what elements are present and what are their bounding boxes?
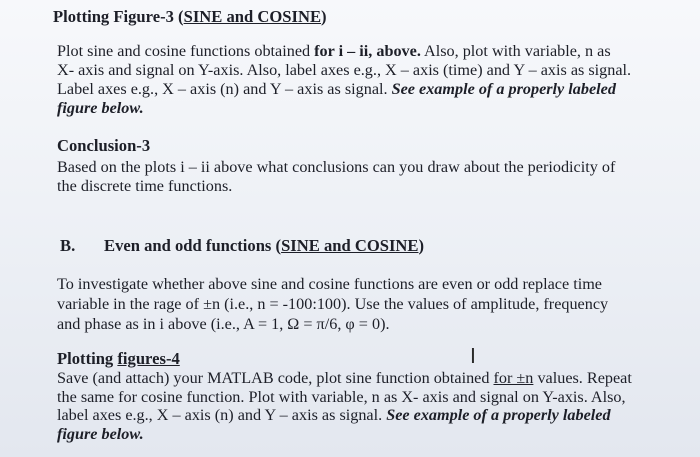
section-b-label: B. bbox=[60, 236, 76, 255]
conclusion-3-title: Conclusion-3 bbox=[57, 136, 151, 155]
section-3-line-4: figure below. bbox=[57, 99, 144, 117]
figures-4-line-1: Save (and attach) your MATLAB code, plot sine function obtained for ±n values. Repeat bbox=[57, 369, 632, 387]
figures-4-line-3: label axes e.g., X – axis (n) and Y – axis as signal. See example of a properly labeled bbox=[57, 406, 611, 424]
conclusion-3-line-2: the discrete time functions. bbox=[57, 177, 233, 195]
section-b-line-1: To investigate whether above sine and cosine functions are even or odd replace time bbox=[57, 275, 602, 293]
figures-4-line-2: the same for cosine function. Plot with variable, n as X- axis and signal on Y-axis. Also, bbox=[57, 388, 626, 406]
section-b-line-3: and phase as in i above (i.e., A = 1, Ω = π/6, φ = 0). bbox=[57, 315, 390, 333]
section-b-line-2: variable in the rage of ±n (i.e., n = -100:100). Use the values of amplitude, frequency bbox=[57, 295, 609, 313]
section-3-line-2: X- axis and signal on Y-axis. Also, label axes e.g., X – axis (time) and Y – axis as signal. bbox=[57, 61, 632, 79]
figures-4-title: Plotting figures-4 bbox=[57, 349, 180, 368]
text-cursor-icon: I bbox=[470, 344, 476, 368]
section-3-line-3: Label axes e.g., X – axis (n) and Y – axis as signal. See example of a properly labeled bbox=[57, 80, 616, 98]
section-3-line-1: Plot sine and cosine functions obtained for i – ii, above. Also, plot with variable, n as bbox=[57, 42, 611, 60]
section-b-title: Even and odd functions (SINE and COSINE) bbox=[104, 236, 425, 255]
conclusion-3-line-1: Based on the plots i – ii above what conclusions can you draw about the periodicity of bbox=[57, 158, 616, 176]
section-3-title: Plotting Figure-3 (SINE and COSINE) bbox=[53, 7, 327, 26]
figures-4-line-4: figure below. bbox=[57, 425, 144, 443]
